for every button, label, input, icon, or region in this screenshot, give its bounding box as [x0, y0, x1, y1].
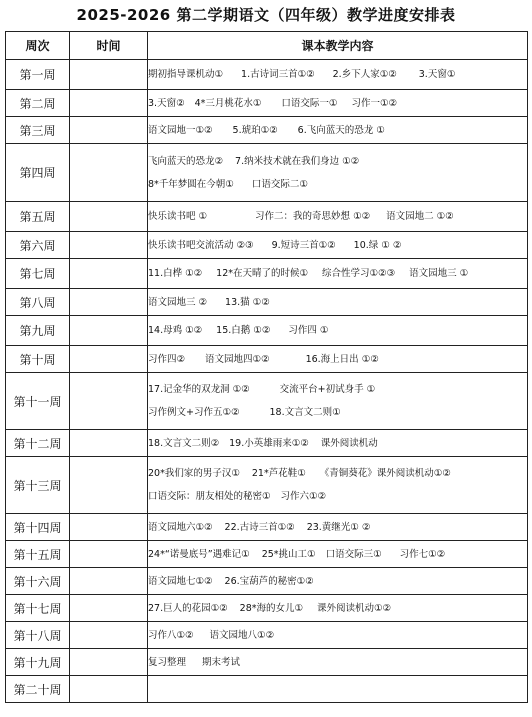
lesson-item: 18.文言文二则① [269, 407, 341, 418]
table-row [6, 568, 528, 595]
lesson-item: 21*芦花鞋① [251, 468, 306, 479]
lesson-item: 语文园地八①② [209, 629, 275, 641]
lesson-item: 习作例文+习作五①② [148, 407, 240, 418]
week-cell: 第二周 [6, 90, 70, 117]
content-cell [148, 514, 528, 541]
content-line [148, 467, 527, 480]
lesson-item: 习作四② [148, 353, 186, 365]
lesson-item: 16.海上日出 ①② [305, 353, 379, 365]
week-cell: 第十六周 [6, 568, 70, 595]
lesson-item: 语文园地四①② [205, 353, 270, 365]
lesson-item: 语文园地二 ①② [386, 211, 454, 222]
content-cell [148, 316, 528, 346]
week-cell: 第二十周 [6, 676, 70, 703]
time-cell [70, 649, 148, 676]
table-row [6, 232, 528, 259]
week-cell: 第十九周 [6, 649, 70, 676]
lesson-item: 《青铜葵花》课外阅读机动①② [319, 468, 451, 479]
content-cell [148, 541, 528, 568]
header-time: 时间 [70, 32, 148, 60]
lesson-item: 24*“诺曼底号”遇难记① [148, 548, 250, 560]
content-line [148, 178, 527, 191]
lesson-item: 习作二：我的奇思妙想 ①② [255, 211, 371, 222]
lesson-item: 口语交际二① [251, 178, 308, 190]
table-row [6, 430, 528, 457]
week-cell: 第十一周 [6, 373, 70, 430]
content-line [148, 575, 527, 588]
lesson-item: 14.母鸡 ①② [148, 325, 203, 336]
content-line [148, 383, 527, 396]
lesson-item: 2.乡下人家①② [332, 69, 397, 80]
week-cell: 第十三周 [6, 457, 70, 514]
content-cell [148, 117, 528, 144]
lesson-item: 期末考试 [202, 656, 241, 668]
table-row [6, 649, 528, 676]
content-line [148, 490, 527, 503]
week-cell: 第四周 [6, 144, 70, 202]
content-line [148, 296, 527, 309]
content-cell [148, 649, 528, 676]
lesson-item: 12*在天晴了的时候① [216, 268, 309, 279]
header-row [6, 32, 528, 60]
content-cell [148, 568, 528, 595]
header-content: 课本教学内容 [148, 32, 528, 60]
content-line [148, 629, 527, 642]
lesson-item: 课外阅读机动 [320, 437, 378, 449]
content-line [148, 267, 527, 280]
lesson-item: 23.黄继光① ② [306, 521, 371, 533]
table-row [6, 259, 528, 289]
time-cell [70, 202, 148, 232]
time-cell [70, 117, 148, 144]
table-row [6, 622, 528, 649]
lesson-item: 期初指导课机动① [148, 69, 224, 80]
time-cell [70, 289, 148, 316]
time-cell [70, 144, 148, 202]
week-cell: 第一周 [6, 60, 70, 90]
page-title: 2025-2026 第二学期语文（四年级）教学进度安排表 [76, 6, 456, 24]
lesson-item: 3.天窗① [418, 69, 456, 80]
table-row [6, 676, 528, 703]
week-cell: 第五周 [6, 202, 70, 232]
table-row [6, 373, 528, 430]
time-cell [70, 373, 148, 430]
schedule-table [5, 31, 528, 703]
content-line [148, 437, 527, 450]
lesson-item: 语文园地六①② [148, 521, 213, 533]
week-cell: 第九周 [6, 316, 70, 346]
content-line [148, 353, 527, 366]
lesson-item: 27.巨人的花园①② [148, 602, 228, 614]
lesson-item: 习作六①② [280, 491, 327, 502]
lesson-item: 15.白鹅 ①② [216, 325, 271, 336]
lesson-item: 习作八①② [148, 629, 194, 641]
lesson-item: 口语交际：朋友相处的秘密① [148, 491, 271, 502]
table-row [6, 60, 528, 90]
lesson-item: 口语交际三① [325, 548, 382, 560]
week-cell: 第十四周 [6, 514, 70, 541]
lesson-item: 17.记金华的双龙洞 ①② [148, 384, 250, 395]
lesson-item: 快乐读书吧交流活动 ②③ [148, 239, 254, 251]
lesson-item: 13.猫 ①② [225, 296, 270, 308]
content-line [148, 210, 527, 223]
time-cell [70, 457, 148, 514]
time-cell [70, 259, 148, 289]
lesson-item: 综合性学习①②③ [322, 268, 396, 279]
table-row [6, 289, 528, 316]
content-cell [148, 60, 528, 90]
schedule-rows [6, 60, 528, 703]
lesson-item: 5.琥珀①② [232, 124, 278, 136]
lesson-item: 习作四 ① [288, 325, 329, 336]
week-cell: 第十五周 [6, 541, 70, 568]
lesson-item: 1.古诗词三首①② [241, 69, 315, 80]
table-row [6, 117, 528, 144]
content-cell [148, 144, 528, 202]
content-cell [148, 373, 528, 430]
content-cell [148, 289, 528, 316]
content-line [148, 656, 527, 669]
lesson-item: 10.绿 ① ② [353, 239, 402, 251]
table-row [6, 202, 528, 232]
lesson-item: 11.白桦 ①② [148, 268, 203, 279]
content-cell [148, 676, 528, 703]
table-row [6, 346, 528, 373]
time-cell [70, 232, 148, 259]
table-row [6, 316, 528, 346]
content-line [148, 406, 527, 419]
time-cell [70, 568, 148, 595]
lesson-item: 复习整理 [148, 656, 187, 668]
time-cell [70, 595, 148, 622]
lesson-item: 22.古诗三首①② [224, 521, 295, 533]
table-row [6, 457, 528, 514]
table-row [6, 514, 528, 541]
content-cell [148, 232, 528, 259]
lesson-item: 28*海的女儿① [239, 602, 304, 614]
lesson-item: 课外阅读机动①② [317, 602, 392, 614]
content-line [148, 155, 527, 168]
lesson-item: 习作一①② [351, 97, 397, 109]
week-cell: 第六周 [6, 232, 70, 259]
lesson-item: 8*千年梦圆在今朝① [148, 178, 234, 190]
content-cell [148, 259, 528, 289]
lesson-item: 25*挑山工① [261, 548, 316, 560]
lesson-item: 7.纳米技术就在我们身边 ①② [235, 155, 360, 167]
week-cell: 第七周 [6, 259, 70, 289]
content-line [148, 521, 527, 534]
content-line [148, 548, 527, 561]
lesson-item: 快乐读书吧 ① [148, 211, 208, 222]
time-cell [70, 346, 148, 373]
content-line [148, 239, 527, 252]
week-cell: 第十二周 [6, 430, 70, 457]
lesson-item: 习作七①② [399, 548, 446, 560]
lesson-item: 飞向蓝天的恐龙② [148, 155, 224, 167]
header-week: 周次 [6, 32, 70, 60]
week-cell: 第十七周 [6, 595, 70, 622]
lesson-item: 语文园地七①② [148, 575, 213, 587]
lesson-item: 4*三月桃花水① [194, 97, 262, 109]
lesson-item: 语文园地三 ② [148, 296, 208, 308]
content-cell [148, 457, 528, 514]
week-cell: 第十周 [6, 346, 70, 373]
week-cell: 第十八周 [6, 622, 70, 649]
table-row [6, 541, 528, 568]
lesson-item: 9.短诗三首①② [271, 239, 336, 251]
time-cell [70, 316, 148, 346]
content-line [148, 124, 527, 137]
content-cell [148, 90, 528, 117]
lesson-item: 6.飞向蓝天的恐龙 ① [297, 124, 385, 136]
content-cell [148, 202, 528, 232]
time-cell [70, 541, 148, 568]
week-cell: 第八周 [6, 289, 70, 316]
lesson-item: 口语交际一① [281, 97, 338, 109]
content-line [148, 324, 527, 337]
time-cell [70, 430, 148, 457]
time-cell [70, 622, 148, 649]
lesson-item: 语文园地三 ① [409, 268, 469, 279]
table-row [6, 144, 528, 202]
time-cell [70, 60, 148, 90]
table-row [6, 595, 528, 622]
content-line [148, 602, 527, 615]
content-cell [148, 595, 528, 622]
content-line [148, 68, 527, 81]
content-cell [148, 430, 528, 457]
lesson-item: 3.天窗② [148, 97, 185, 109]
lesson-item: 20*我们家的男子汉① [148, 468, 240, 479]
table-row [6, 90, 528, 117]
lesson-item: 19.小英雄雨来①② [229, 437, 309, 449]
lesson-item: 18.文言文二则② [148, 437, 220, 449]
week-cell: 第三周 [6, 117, 70, 144]
lesson-item: 26.宝葫芦的秘密①② [224, 575, 314, 587]
content-cell [148, 346, 528, 373]
time-cell [70, 90, 148, 117]
time-cell [70, 676, 148, 703]
time-cell [70, 514, 148, 541]
content-cell [148, 622, 528, 649]
lesson-item: 交流平台+初试身手 ① [279, 384, 376, 395]
content-line [148, 97, 527, 110]
lesson-item: 语文园地一①② [148, 124, 213, 136]
